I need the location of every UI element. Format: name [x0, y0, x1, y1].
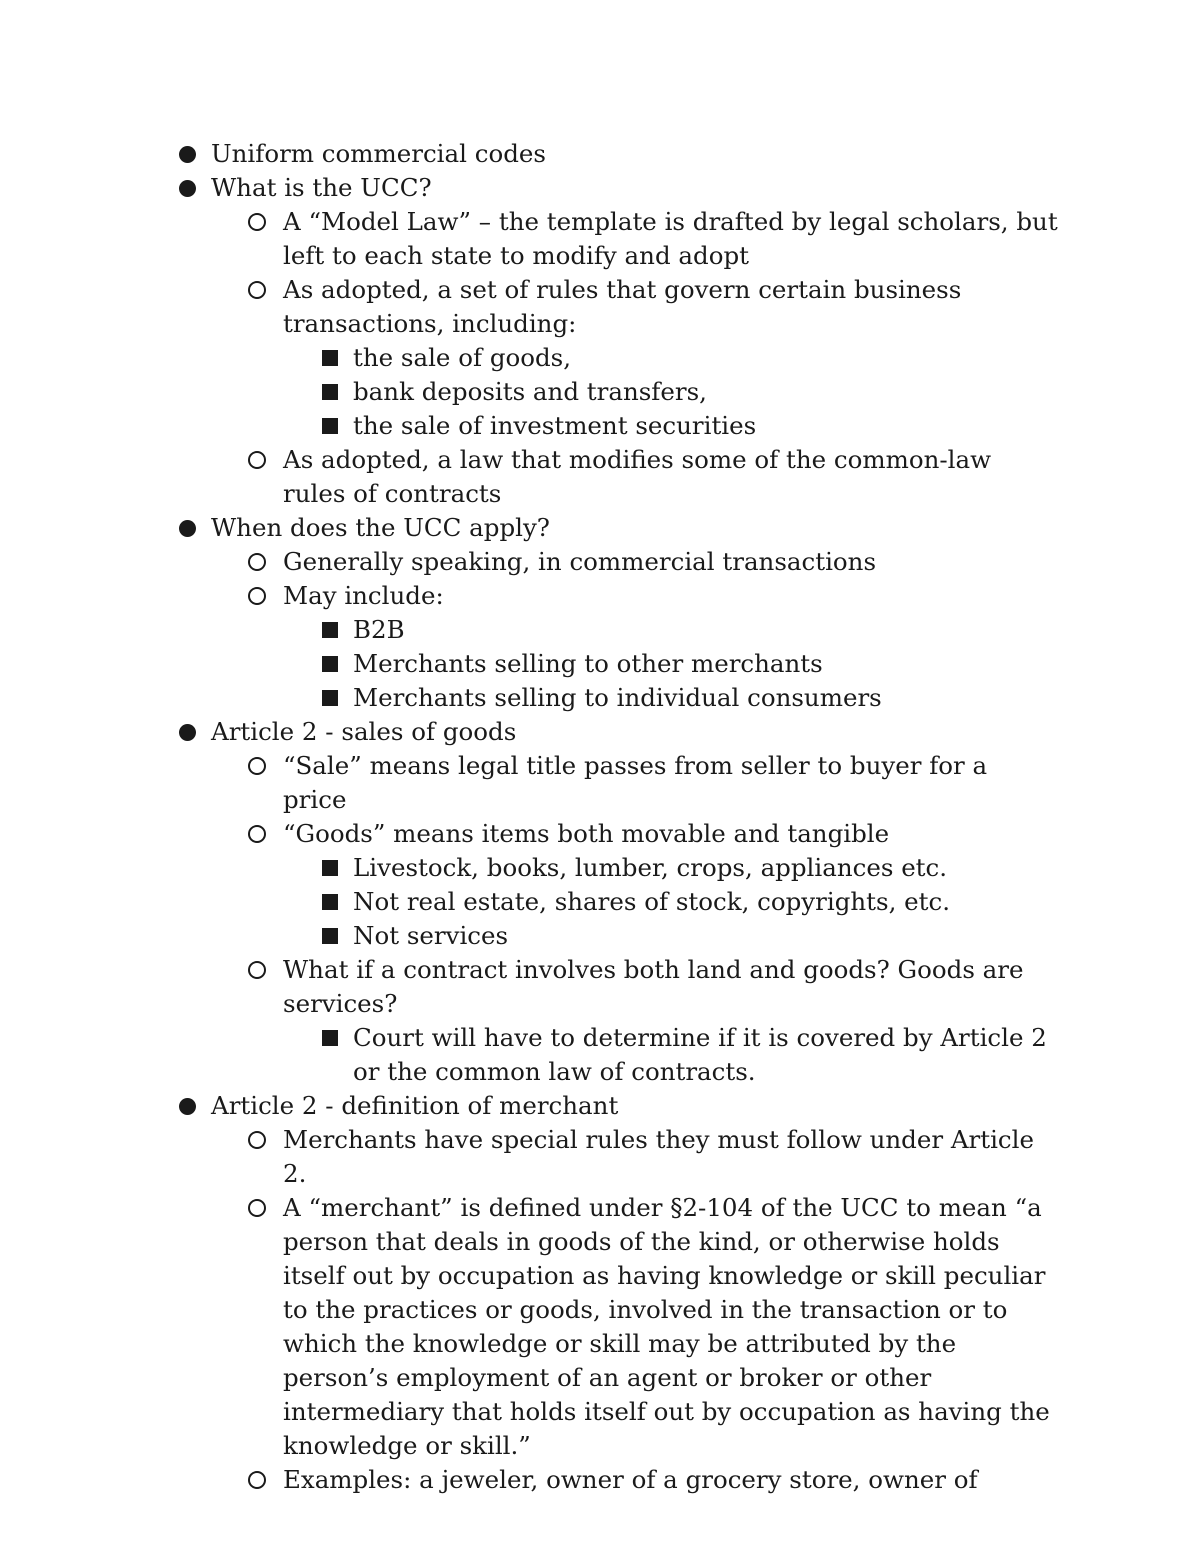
outline-item-level-1 — [0, 137, 1056, 171]
outline-item-level-1 — [0, 715, 1056, 749]
outline-item-level-2 — [0, 545, 1058, 579]
filled-square-bullet-icon — [319, 341, 341, 375]
outline-item-level-2 — [0, 817, 1058, 851]
outline-item-text: Merchants selling to individual consumers — [353, 683, 882, 712]
outline-item-level-3 — [0, 919, 1053, 953]
filled-square-bullet-icon — [319, 409, 341, 443]
outline-item-level-3 — [0, 885, 1053, 919]
outline-item-text: What is the UCC? — [211, 173, 432, 202]
outline-item-text: Uniform commercial codes — [211, 139, 546, 168]
hollow-circle-bullet-icon — [246, 1191, 268, 1225]
filled-square-bullet-icon — [319, 885, 341, 919]
outline-item-level-3 — [0, 851, 1053, 885]
filled-disc-bullet-icon — [176, 171, 198, 205]
outline-item-text: As adopted, a set of rules that govern certain business transactions, including: — [283, 275, 962, 338]
outline-item-level-3 — [0, 681, 1053, 715]
hollow-circle-bullet-icon — [246, 749, 268, 783]
outline-item-level-3 — [0, 375, 1053, 409]
outline-item-text: B2B — [353, 615, 405, 644]
outline-item-text: A “Model Law” – the template is drafted by legal scholars, but left to each state to modify and adopt — [283, 207, 1058, 270]
outline-item-text: Livestock, books, lumber, crops, appliances etc. — [353, 853, 948, 882]
outline-item-text: the sale of goods, — [353, 343, 572, 372]
outline-item-level-2 — [0, 205, 1058, 273]
outline-item-text: Generally speaking, in commercial transactions — [283, 547, 877, 576]
outline-item-level-1 — [0, 511, 1056, 545]
hollow-circle-bullet-icon — [246, 1463, 268, 1497]
outline-item-text: A “merchant” is defined under §2-104 of the UCC to mean “a person that deals in goods of the kind, or otherwise holds itself out by occupation as having knowledge or skill peculiar to the practices or goods, involved in the transaction or to which the knowledge or skill may be attributed by the person’s employment of an agent or broker or other intermediary that holds itself out by occupation as having the knowledge or skill.” — [283, 1193, 1050, 1460]
outline-item-level-2 — [0, 1191, 1058, 1463]
document-page — [0, 137, 1200, 1497]
filled-square-bullet-icon — [319, 613, 341, 647]
outline-item-text: Article 2 - definition of merchant — [211, 1091, 619, 1120]
outline-item-text: Merchants selling to other merchants — [353, 649, 823, 678]
filled-square-bullet-icon — [319, 375, 341, 409]
outline-item-text: Court will have to determine if it is covered by Article 2 or the common law of contracts. — [353, 1023, 1047, 1086]
hollow-circle-bullet-icon — [246, 817, 268, 851]
hollow-circle-bullet-icon — [246, 273, 268, 307]
outline-item-text: Examples: a jeweler, owner of a grocery store, owner of — [283, 1465, 978, 1494]
outline-item-level-2 — [0, 1123, 1058, 1191]
outline-item-level-2 — [0, 273, 1058, 341]
outline-item-text: May include: — [283, 581, 444, 610]
outline-item-level-2 — [0, 1463, 1058, 1497]
outline-item-level-1 — [0, 171, 1056, 205]
outline-item-text: Article 2 - sales of goods — [211, 717, 517, 746]
outline-item-text: When does the UCC apply? — [211, 513, 550, 542]
filled-square-bullet-icon — [319, 851, 341, 885]
hollow-circle-bullet-icon — [246, 205, 268, 239]
filled-square-bullet-icon — [319, 1021, 341, 1055]
outline-item-text: “Goods” means items both movable and tangible — [283, 819, 890, 848]
outline-item-level-2 — [0, 953, 1058, 1021]
outline-item-text: bank deposits and transfers, — [353, 377, 707, 406]
outline-item-level-1 — [0, 1089, 1056, 1123]
filled-square-bullet-icon — [319, 681, 341, 715]
outline-item-level-2 — [0, 443, 1058, 511]
filled-disc-bullet-icon — [176, 1089, 198, 1123]
hollow-circle-bullet-icon — [246, 443, 268, 477]
hollow-circle-bullet-icon — [246, 1123, 268, 1157]
outline-item-text: Not services — [353, 921, 509, 950]
outline-item-text: Not real estate, shares of stock, copyrights, etc. — [353, 887, 951, 916]
outline-item-text: the sale of investment securities — [353, 411, 757, 440]
outline-item-text: Merchants have special rules they must follow under Article 2. — [283, 1125, 1034, 1188]
outline-item-text: What if a contract involves both land and goods? Goods are services? — [283, 955, 1024, 1018]
outline-item-text: “Sale” means legal title passes from seller to buyer for a price — [283, 751, 988, 814]
outline-item-level-2 — [0, 579, 1058, 613]
outline-item-level-3 — [0, 613, 1053, 647]
hollow-circle-bullet-icon — [246, 545, 268, 579]
filled-disc-bullet-icon — [176, 715, 198, 749]
hollow-circle-bullet-icon — [246, 953, 268, 987]
outline-item-level-2 — [0, 749, 1058, 817]
filled-disc-bullet-icon — [176, 137, 198, 171]
filled-disc-bullet-icon — [176, 511, 198, 545]
bullet-outline — [0, 137, 1200, 1497]
filled-square-bullet-icon — [319, 919, 341, 953]
outline-item-level-3 — [0, 647, 1053, 681]
outline-item-level-3 — [0, 409, 1053, 443]
outline-item-text: As adopted, a law that modifies some of the common-law rules of contracts — [283, 445, 992, 508]
outline-item-level-3 — [0, 1021, 1053, 1089]
hollow-circle-bullet-icon — [246, 579, 268, 613]
filled-square-bullet-icon — [319, 647, 341, 681]
outline-item-level-3 — [0, 341, 1053, 375]
